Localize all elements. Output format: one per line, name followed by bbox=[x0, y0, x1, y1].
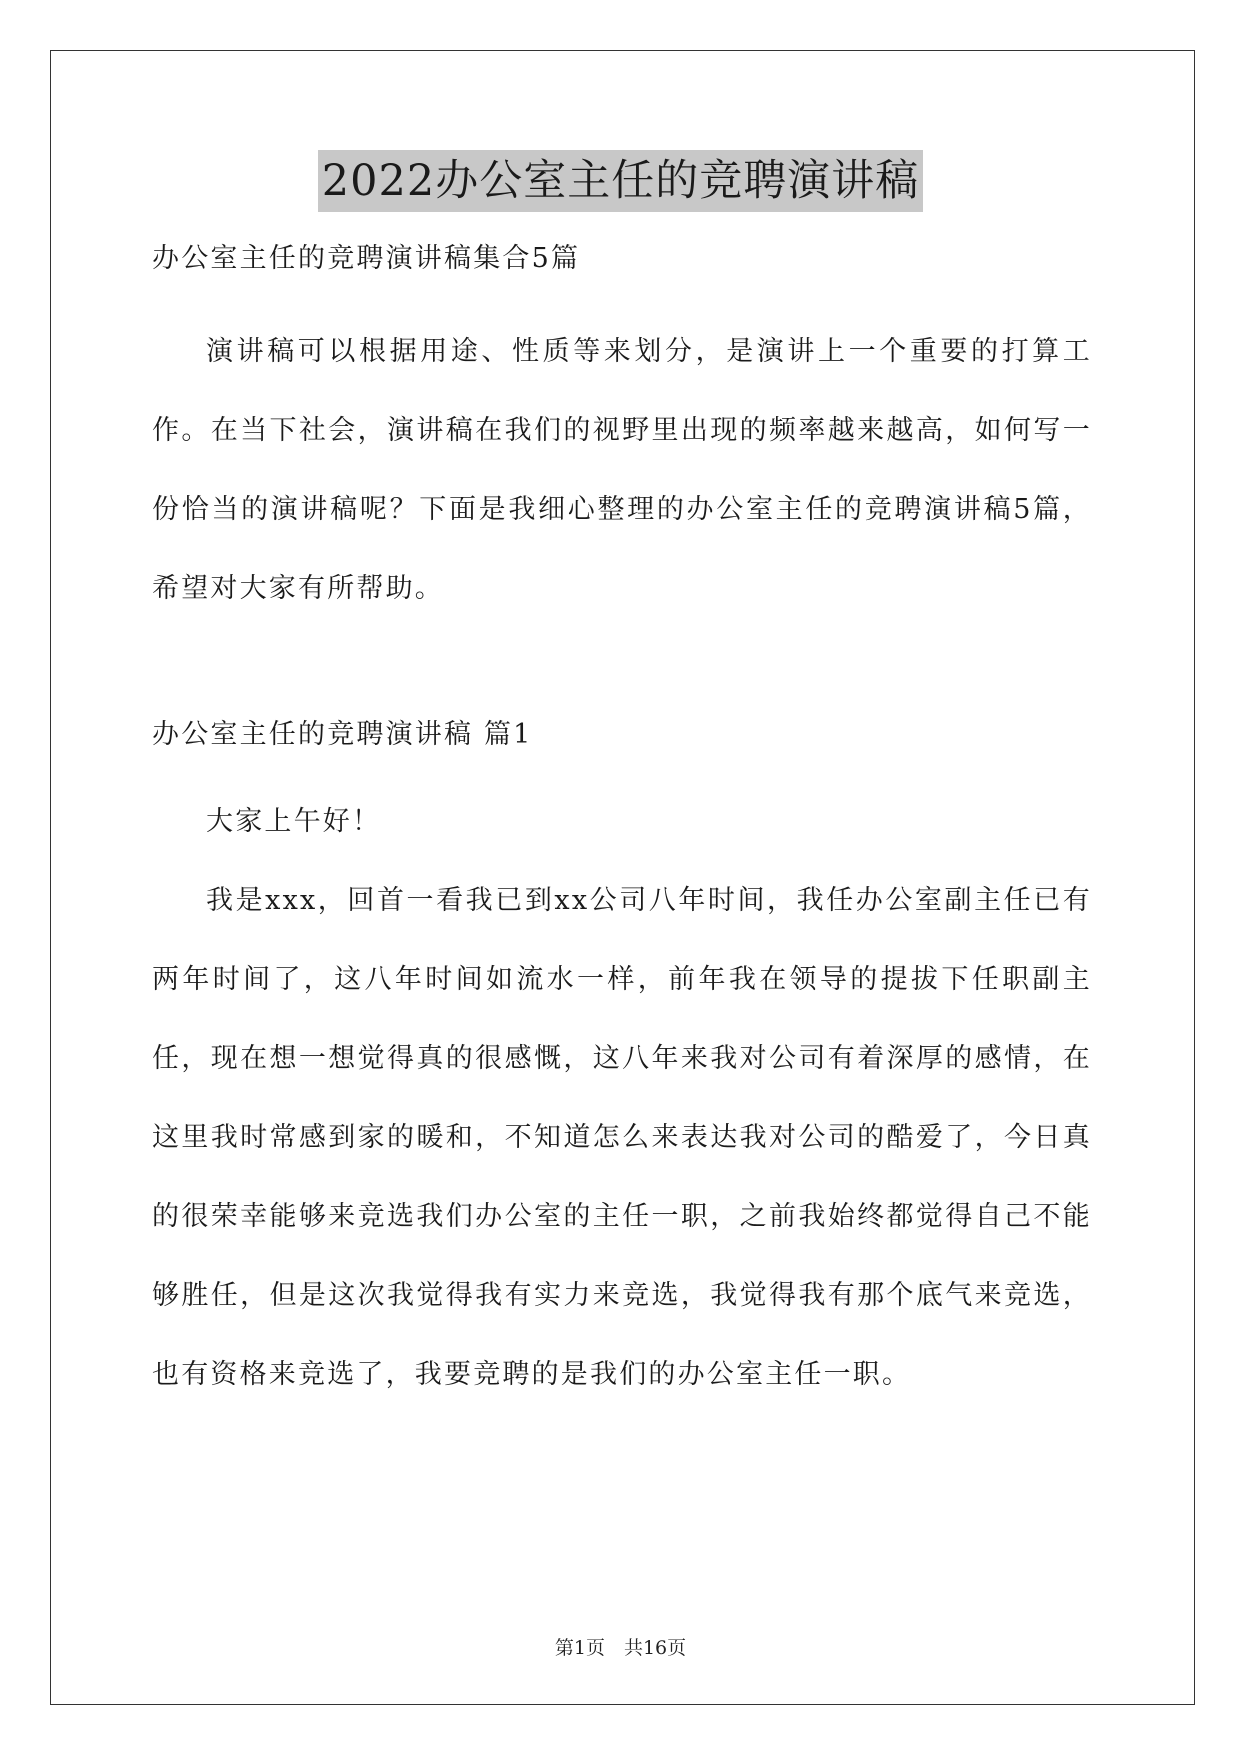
section-heading: 办公室主任的竞聘演讲稿 篇1 bbox=[152, 719, 533, 750]
page-footer bbox=[0, 1636, 1241, 1660]
greeting-paragraph: 大家上午好！ bbox=[206, 806, 382, 837]
body-paragraph: 我是xxx，回首一看我已到xx公司八年时间，我任办公室副主任已有两年时间了，这八年时间如流水一样，前年我在领导的提拔下任职副主任，现在想一想觉得真的很感慨，这八年来我对公司有着深厚的感情，在这里我时常感到家的暖和，不知道怎么来表达我对公司的酷爱了，今日真的很荣幸能够来竞选我们办公室的主任一职，之前我始终都觉得自己不能够胜任，但是这次我觉得我有实力来竞选，我觉得我有那个底气来竞选，也有资格来竞选了，我要竞聘的是我们的办公室主任一职。 bbox=[152, 885, 1092, 1390]
page-number-label: 第1页 共16页 bbox=[554, 1637, 687, 1659]
document-subtitle: 办公室主任的竞聘演讲稿集合5篇 bbox=[152, 243, 581, 274]
document-title-text: 2022办公室主任的竞聘演讲稿 bbox=[318, 150, 923, 212]
document-title bbox=[0, 150, 1241, 212]
intro-paragraph: 演讲稿可以根据用途、性质等来划分，是演讲上一个重要的打算工作。在当下社会，演讲稿在我们的视野里出现的频率越来越高，如何写一份恰当的演讲稿呢？下面是我细心整理的办公室主任的竞聘演讲稿5篇，希望对大家有所帮助。 bbox=[152, 336, 1092, 604]
document-body bbox=[152, 228, 1092, 1414]
